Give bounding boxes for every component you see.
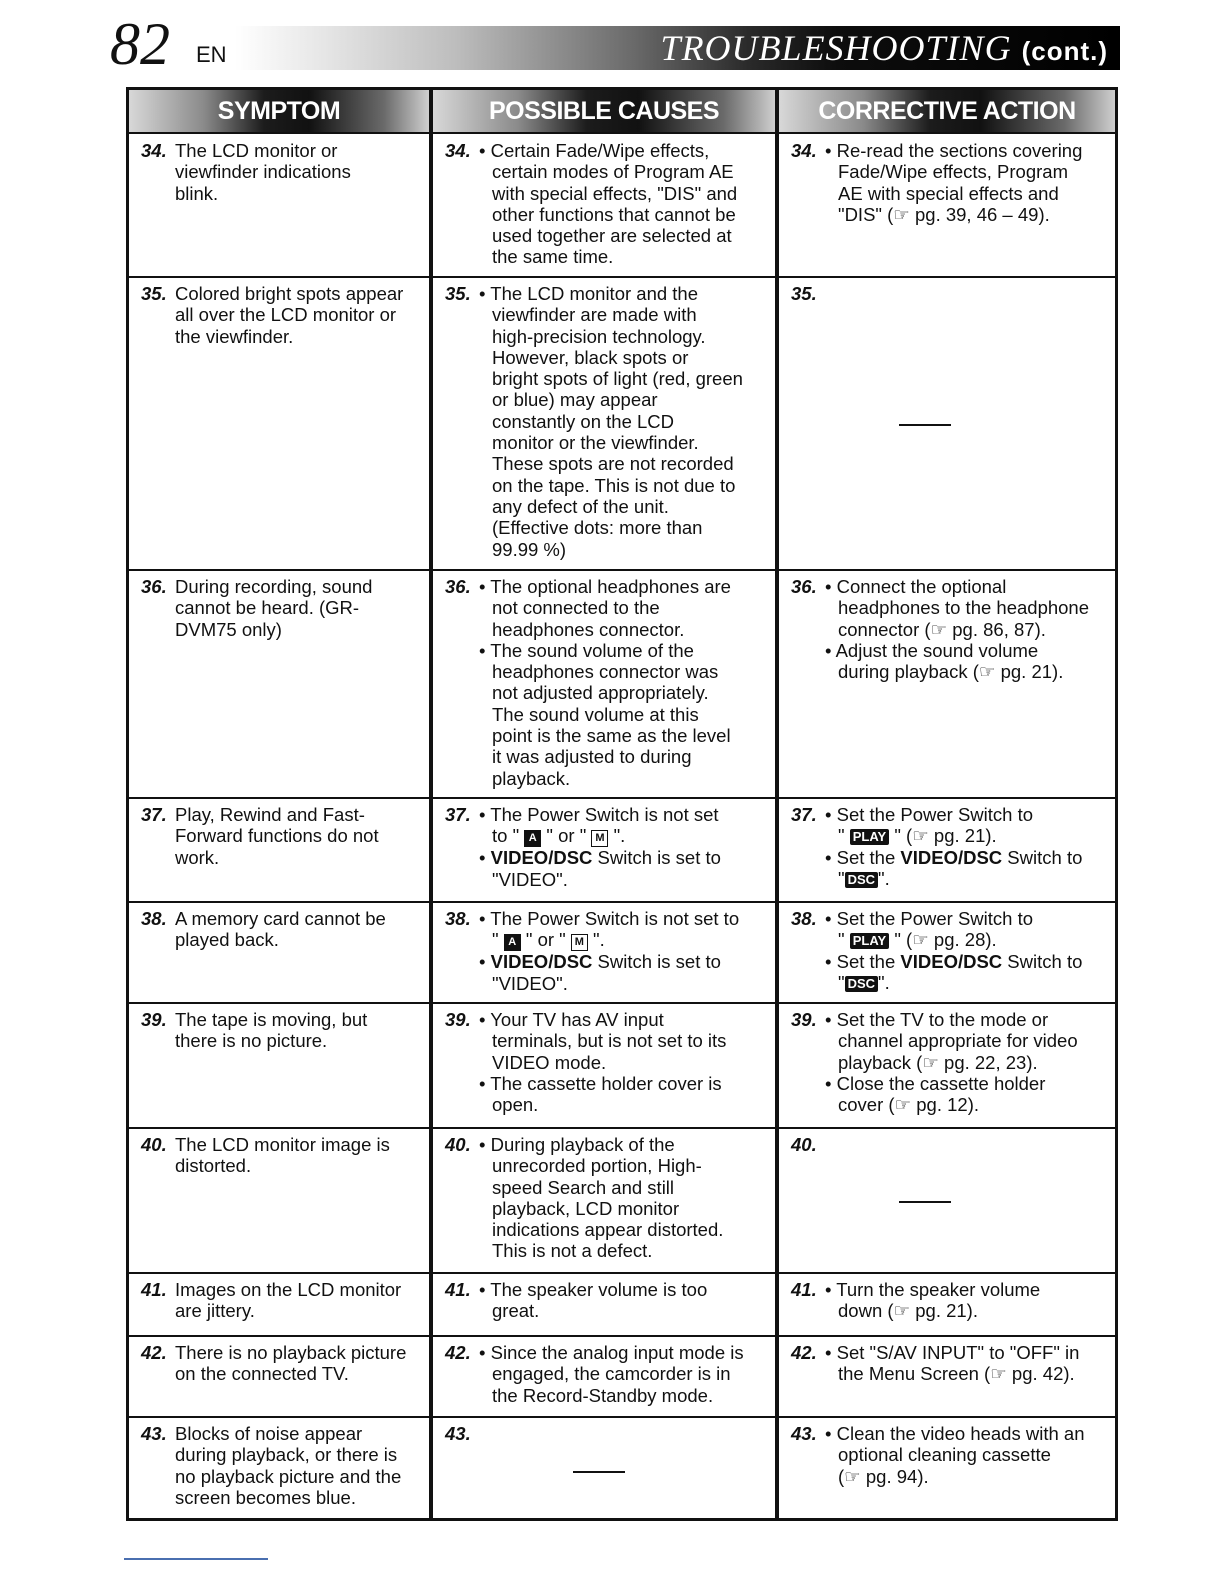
row-number: 38. <box>445 908 471 929</box>
action-text <box>791 804 1109 889</box>
action-line: down (☞ pg. 21). <box>838 1300 978 1322</box>
row-number: 37. <box>791 804 817 825</box>
symptom-line: Play, Rewind and Fast- <box>175 804 365 825</box>
row-number: 43. <box>791 1423 817 1444</box>
cause-line: not connected to the <box>492 597 660 619</box>
symptom-line: are jittery. <box>175 1300 255 1322</box>
action-line: the Menu Screen (☞ pg. 42). <box>838 1363 1075 1385</box>
symptom-cell <box>141 283 423 347</box>
action-line: • Set the TV to the mode or <box>825 1009 1049 1030</box>
action-cell <box>791 908 1109 993</box>
row-number: 39. <box>791 1009 817 1030</box>
cause-line: playback, LCD monitor <box>492 1197 680 1219</box>
row-divider <box>779 1002 1115 1004</box>
cause-line: • VIDEO/DSC Switch is set to <box>479 951 721 973</box>
cause-line: • The speaker volume is too <box>479 1279 708 1300</box>
symptom-line: DVM75 only) <box>175 618 282 640</box>
row-number: 40. <box>141 1134 167 1155</box>
play-mode-icon: PLAY <box>850 829 889 845</box>
action-cell <box>791 1342 1109 1385</box>
cause-line: headphones connector. <box>492 618 685 640</box>
row-divider <box>129 276 429 278</box>
symptom-text <box>141 1342 423 1385</box>
row-number: 42. <box>445 1342 471 1363</box>
cause-line: unrecorded portion, High- <box>492 1155 702 1177</box>
action-line: channel appropriate for video <box>838 1030 1078 1052</box>
cause-line: open. <box>492 1094 539 1116</box>
action-line: • Re-read the sections covering <box>825 140 1083 161</box>
causes-cell <box>445 283 769 560</box>
symptom-text <box>141 1423 423 1508</box>
cause-line: constantly on the LCD <box>492 410 675 432</box>
cause-line: • The Power Switch is not set to <box>479 908 740 929</box>
action-text <box>791 1009 1109 1115</box>
symptom-cell <box>141 1342 423 1385</box>
action-cell <box>791 1423 1109 1487</box>
causes-text <box>445 576 769 789</box>
cause-line: viewfinder are made with <box>492 304 697 326</box>
cause-line: high-precision technology. <box>492 325 706 347</box>
cause-line: • VIDEO/DSC Switch is set to <box>479 847 721 869</box>
symptom-line: work. <box>175 846 220 868</box>
row-divider <box>779 1335 1115 1337</box>
row-divider <box>433 569 775 571</box>
symptom-line: no playback picture and the <box>175 1465 402 1487</box>
cause-line: engaged, the camcorder is in <box>492 1363 731 1385</box>
symptom-line: cannot be heard. (GR- <box>175 597 360 619</box>
row-divider <box>129 1272 429 1274</box>
cause-line: • The LCD monitor and the <box>479 283 699 304</box>
row-divider <box>129 901 429 903</box>
cause-line: terminals, but is not set to its <box>492 1030 727 1052</box>
row-divider <box>433 1002 775 1004</box>
symptom-text <box>141 1009 423 1052</box>
cause-line: on the tape. This is not due to <box>492 474 736 496</box>
cause-line: the same time. <box>492 246 614 268</box>
cause-line: playback. <box>492 767 571 789</box>
causes-column <box>433 90 779 1518</box>
symptom-line: Forward functions do not <box>175 825 379 847</box>
action-line: Fade/Wipe effects, Program <box>838 161 1068 183</box>
row-number: 36. <box>445 576 471 597</box>
symptom-cell <box>141 576 423 640</box>
causes-text <box>445 804 769 890</box>
action-line: • Connect the optional <box>825 576 1007 597</box>
action-line: headphones to the headphone <box>838 597 1090 619</box>
row-number: 34. <box>141 140 167 161</box>
cause-line: (Effective dots: more than <box>492 517 703 539</box>
symptom-line: Blocks of noise appear <box>175 1423 363 1444</box>
row-number: 38. <box>141 908 167 929</box>
symptom-line: The LCD monitor or <box>175 140 338 161</box>
cause-line: • The Power Switch is not set <box>479 804 719 825</box>
row-divider <box>129 1002 429 1004</box>
causes-cell <box>445 1279 769 1322</box>
symptom-line: viewfinder indications <box>175 161 351 183</box>
cause-line: indications appear distorted. <box>492 1219 724 1241</box>
action-line: " PLAY " (☞ pg. 21). <box>838 825 997 847</box>
row-number: 35. <box>791 283 817 304</box>
symptom-cell <box>141 1423 423 1508</box>
action-cell <box>791 140 1109 225</box>
row-number: 37. <box>141 804 167 825</box>
symptom-line: the viewfinder. <box>175 325 294 347</box>
action-line: " PLAY " (☞ pg. 28). <box>838 929 997 951</box>
symptom-line: screen becomes blue. <box>175 1486 356 1508</box>
symptom-line: there is no picture. <box>175 1030 328 1052</box>
symptom-cell <box>141 804 423 868</box>
title-band <box>235 26 1120 70</box>
symptom-cell <box>141 908 423 951</box>
cause-line: • Since the analog input mode is <box>479 1342 744 1363</box>
cause-line: This is not a defect. <box>492 1240 653 1262</box>
cause-line: to " A " or " M ". <box>492 825 626 847</box>
row-number: 36. <box>141 576 167 597</box>
row-number: 38. <box>791 908 817 929</box>
symptom-line: The LCD monitor image is <box>175 1134 390 1155</box>
row-number: 41. <box>141 1279 167 1300</box>
causes-cell <box>445 908 769 994</box>
causes-cell <box>445 804 769 890</box>
row-divider <box>129 569 429 571</box>
language-label: EN <box>196 42 227 67</box>
causes-header: POSSIBLE CAUSES <box>433 90 775 134</box>
causes-cell <box>445 1134 769 1262</box>
row-divider <box>779 1127 1115 1129</box>
symptom-line: Images on the LCD monitor <box>175 1279 402 1300</box>
row-number: 36. <box>791 576 817 597</box>
action-cell <box>791 1279 1109 1322</box>
row-number: 35. <box>445 283 471 304</box>
row-number: 40. <box>791 1134 817 1155</box>
cause-line: point is the same as the level <box>492 725 731 747</box>
action-line: • Clean the video heads with an <box>825 1423 1085 1444</box>
cause-line: • Your TV has AV input <box>479 1009 664 1030</box>
action-line: • Adjust the sound volume <box>825 639 1039 661</box>
cause-line: • The sound volume of the <box>479 639 694 661</box>
row-number: 40. <box>445 1134 471 1155</box>
dsc-mode-icon: DSC <box>845 872 878 888</box>
action-text <box>791 140 1109 225</box>
symptom-text <box>141 140 423 204</box>
row-divider <box>779 1272 1115 1274</box>
action-text <box>791 1423 1109 1487</box>
action-column <box>779 90 1115 1518</box>
row-divider <box>129 1335 429 1337</box>
symptom-line: blink. <box>175 182 219 204</box>
symptom-line: The tape is moving, but <box>175 1009 368 1030</box>
cause-line: other functions that cannot be <box>492 203 736 225</box>
row-number: 39. <box>141 1009 167 1030</box>
symptom-cell <box>141 1279 423 1322</box>
row-divider <box>129 797 429 799</box>
cause-line: "VIDEO". <box>492 972 568 994</box>
action-line: • Set the Power Switch to <box>825 804 1034 825</box>
symptom-line: during playback, or there is <box>175 1444 398 1466</box>
cause-line: monitor or the viewfinder. <box>492 432 699 454</box>
causes-text <box>445 1134 769 1262</box>
action-line: • Turn the speaker volume <box>825 1279 1041 1300</box>
causes-text <box>445 1342 769 1406</box>
play-mode-icon: PLAY <box>850 933 889 949</box>
manual-mode-icon: M <box>571 934 588 951</box>
row-divider <box>433 1416 775 1418</box>
row-divider <box>779 569 1115 571</box>
row-number: 42. <box>791 1342 817 1363</box>
action-line: • Set the VIDEO/DSC Switch to <box>825 846 1083 868</box>
symptom-header: SYMPTOM <box>129 90 429 134</box>
action-line: cover (☞ pg. 12). <box>838 1094 979 1116</box>
causes-cell <box>445 1342 769 1406</box>
action-line: (☞ pg. 94). <box>838 1465 929 1487</box>
causes-cell <box>445 1009 769 1115</box>
row-divider <box>129 1416 429 1418</box>
action-line: " DSC ". <box>838 971 890 993</box>
causes-text <box>445 1009 769 1115</box>
action-text <box>791 576 1109 682</box>
row-number: 37. <box>445 804 471 825</box>
manual-mode-icon: M <box>591 830 608 847</box>
cause-line: These spots are not recorded <box>492 453 734 475</box>
symptom-text <box>141 576 423 640</box>
page-title <box>661 30 1108 69</box>
auto-mode-icon: A <box>504 934 521 951</box>
cause-line: any defect of the unit. <box>492 495 669 517</box>
action-line: "DIS" (☞ pg. 39, 46 – 49). <box>838 203 1050 225</box>
symptom-text <box>141 283 423 347</box>
cause-line: with special effects, "DIS" and <box>492 182 738 204</box>
symptom-column <box>129 90 433 1518</box>
symptom-line: During recording, sound <box>175 576 373 597</box>
row-number: 41. <box>445 1279 471 1300</box>
action-cell <box>791 576 1109 682</box>
row-divider <box>129 1127 429 1129</box>
action-cell <box>791 804 1109 889</box>
page-title-text: TROUBLESHOOTING <box>660 28 1012 68</box>
action-line: playback (☞ pg. 22, 23). <box>838 1051 1038 1073</box>
cause-line: "VIDEO". <box>492 868 568 890</box>
cause-line: headphones connector was <box>492 661 719 683</box>
row-divider <box>433 1335 775 1337</box>
symptom-line: distorted. <box>175 1155 252 1177</box>
cause-line: • During playback of the <box>479 1134 675 1155</box>
action-text <box>791 908 1109 993</box>
action-line: " DSC ". <box>838 867 890 889</box>
row-divider <box>433 1127 775 1129</box>
footer-rule <box>124 1558 268 1560</box>
symptom-text <box>141 804 423 868</box>
action-line: • Set "S/AV INPUT" to "OFF" in <box>825 1342 1080 1363</box>
cause-line: • The cassette holder cover is <box>479 1072 722 1094</box>
row-divider <box>779 901 1115 903</box>
symptom-line: all over the LCD monitor or <box>175 304 397 326</box>
action-line: • Set the Power Switch to <box>825 908 1034 929</box>
action-line: AE with special effects and <box>838 182 1059 204</box>
row-divider <box>433 901 775 903</box>
action-line: during playback (☞ pg. 21). <box>838 661 1064 683</box>
symptom-line: Colored bright spots appear <box>175 283 404 304</box>
action-text <box>791 1279 1109 1322</box>
causes-text <box>445 908 769 994</box>
dsc-mode-icon: DSC <box>845 976 878 992</box>
causes-text <box>445 283 769 560</box>
row-number: 43. <box>141 1423 167 1444</box>
row-divider <box>779 797 1115 799</box>
symptom-line: A memory card cannot be <box>175 908 386 929</box>
page-title-suffix: (cont.) <box>1021 36 1108 66</box>
cause-line: • The optional headphones are <box>479 576 731 597</box>
row-number: 34. <box>791 140 817 161</box>
action-header: CORRECTIVE ACTION <box>779 90 1115 134</box>
row-number: 39. <box>445 1009 471 1030</box>
empty-dash <box>899 424 951 426</box>
auto-mode-icon: A <box>524 830 541 847</box>
action-text <box>791 1342 1109 1385</box>
causes-text <box>445 1279 769 1322</box>
action-line: optional cleaning cassette <box>838 1444 1051 1466</box>
row-number: 35. <box>141 283 167 304</box>
cause-line: 99.99 %) <box>492 538 567 560</box>
empty-dash <box>573 1471 625 1473</box>
cause-line: used together are selected at <box>492 225 732 247</box>
row-divider <box>779 1416 1115 1418</box>
symptom-cell <box>141 140 423 204</box>
cause-line: • Certain Fade/Wipe effects, <box>479 140 710 161</box>
cause-line: VIDEO mode. <box>492 1051 607 1073</box>
cause-line: speed Search and still <box>492 1176 675 1198</box>
symptom-text <box>141 1279 423 1322</box>
causes-cell <box>445 576 769 789</box>
action-line: connector (☞ pg. 86, 87). <box>838 618 1046 640</box>
row-number: 42. <box>141 1342 167 1363</box>
row-number: 34. <box>445 140 471 161</box>
symptom-text <box>141 908 423 951</box>
symptom-line: played back. <box>175 929 279 951</box>
causes-text <box>445 140 769 268</box>
cause-line: The sound volume at this <box>492 703 699 725</box>
row-divider <box>779 276 1115 278</box>
cause-line: bright spots of light (red, green <box>492 368 743 390</box>
symptom-line: There is no playback picture <box>175 1342 407 1363</box>
row-divider <box>433 797 775 799</box>
cause-line: " A " or " M ". <box>492 929 605 951</box>
symptom-cell <box>141 1134 423 1177</box>
symptom-text <box>141 1134 423 1177</box>
cause-line: not adjusted appropriately. <box>492 682 709 704</box>
action-line: • Set the VIDEO/DSC Switch to <box>825 950 1083 972</box>
action-line: • Close the cassette holder <box>825 1072 1046 1094</box>
empty-dash <box>899 1201 951 1203</box>
troubleshooting-table <box>126 87 1118 1521</box>
cause-line: it was adjusted to during <box>492 746 692 768</box>
symptom-line: on the connected TV. <box>175 1363 349 1385</box>
causes-cell <box>445 140 769 268</box>
cause-line: or blue) may appear <box>492 389 658 411</box>
cause-line: However, black spots or <box>492 346 689 368</box>
cause-line: the Record-Standby mode. <box>492 1384 714 1406</box>
cause-line: great. <box>492 1300 540 1322</box>
action-cell <box>791 1009 1109 1115</box>
row-divider <box>433 1272 775 1274</box>
row-number: 43. <box>445 1423 471 1444</box>
cause-line: certain modes of Program AE <box>492 161 734 183</box>
row-divider <box>433 276 775 278</box>
row-number: 41. <box>791 1279 817 1300</box>
page-number: 82 <box>110 11 170 77</box>
symptom-cell <box>141 1009 423 1052</box>
